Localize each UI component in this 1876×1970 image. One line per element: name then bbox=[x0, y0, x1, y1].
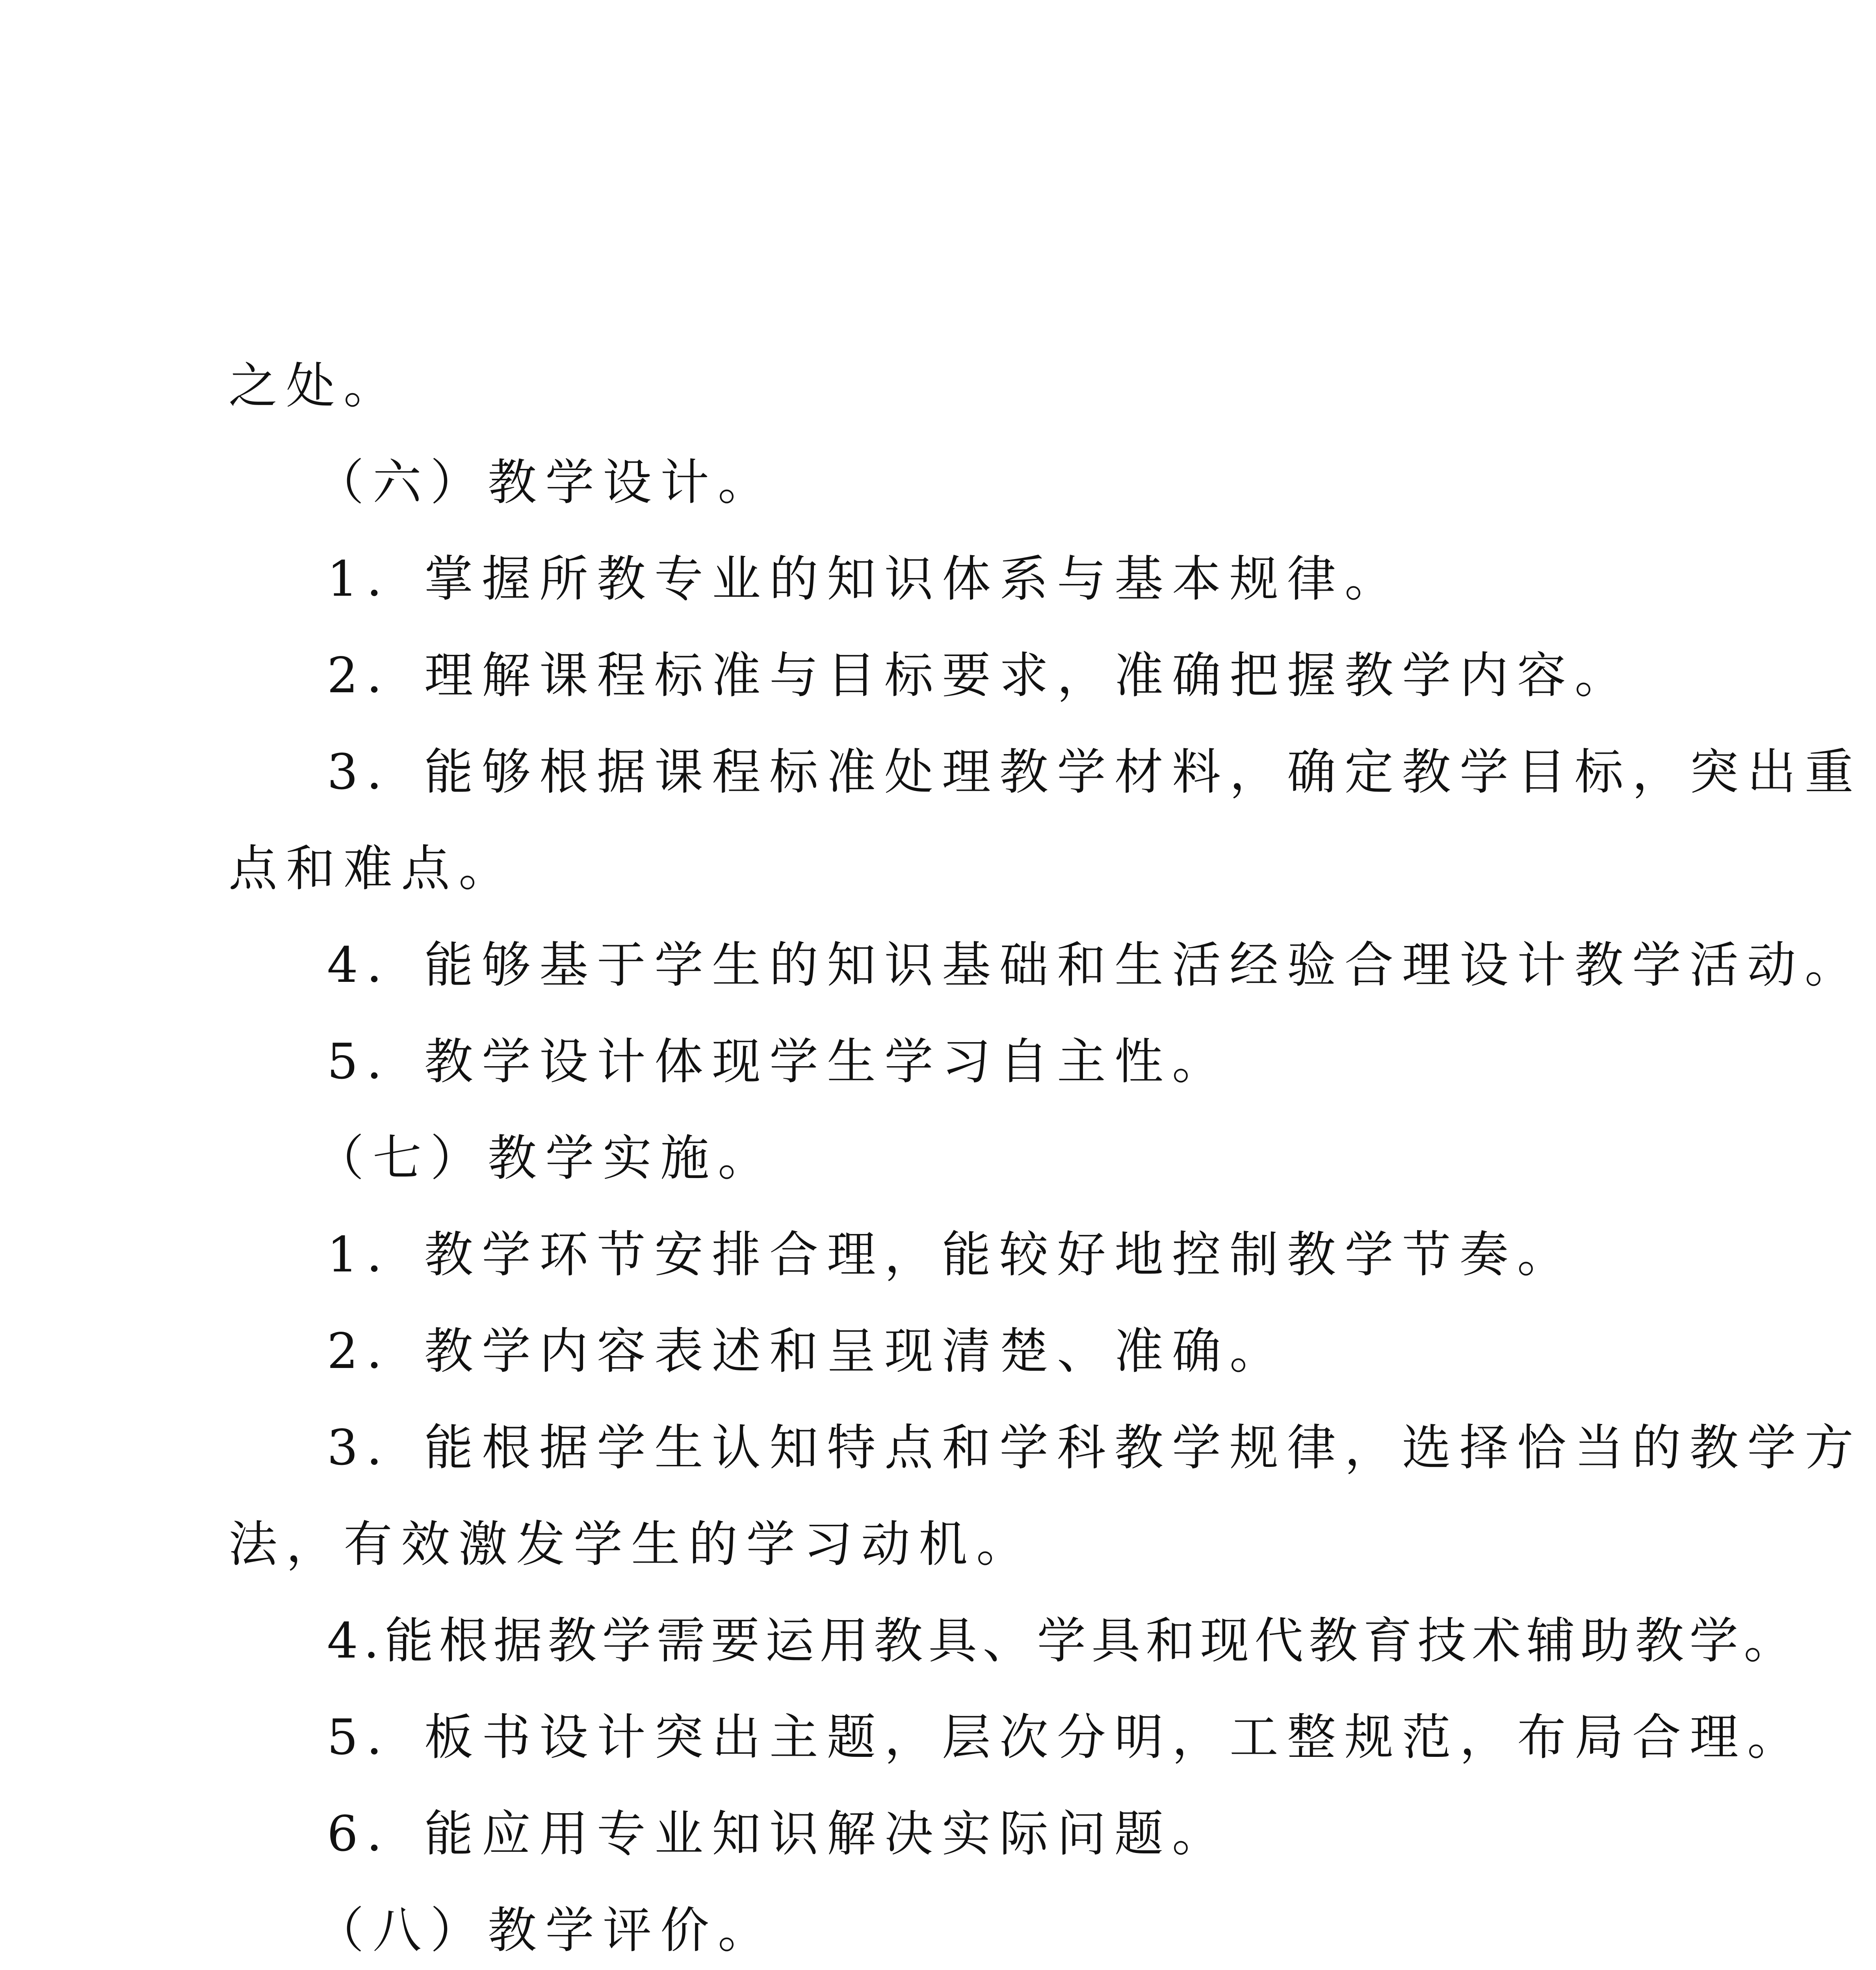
list-item: 5．教学设计体现学生学习自主性。 bbox=[327, 1033, 1230, 1090]
list-item: 4．能够基于学生的知识基础和生活经验合理设计教学活动。 bbox=[327, 937, 1862, 994]
list-item: 2．理解课程标准与目标要求，准确把握教学内容。 bbox=[327, 647, 1632, 704]
list-item: 1．掌握所教专业的知识体系与基本规律。 bbox=[327, 551, 1402, 608]
list-item: 2．教学内容表述和呈现清楚、准确。 bbox=[327, 1323, 1287, 1380]
text-line: 法，有效激发学生的学习动机。 bbox=[228, 1516, 1034, 1573]
text-line: 之处。 bbox=[228, 358, 401, 414]
text-line: 点和难点。 bbox=[228, 840, 516, 897]
list-item: 1．教学环节安排合理，能较好地控制教学节奏。 bbox=[327, 1227, 1575, 1283]
list-item: 4.能根据教学需要运用教具、学具和现代教育技术辅助教学。 bbox=[327, 1613, 1798, 1669]
list-item: 6．能应用专业知识解决实际问题。 bbox=[327, 1806, 1230, 1862]
section-heading-six: （六）教学设计。 bbox=[315, 454, 776, 511]
section-heading-seven: （七）教学实施。 bbox=[315, 1130, 776, 1187]
list-item: 3．能根据学生认知特点和学科教学规律，选择恰当的教学方 bbox=[327, 1420, 1862, 1476]
list-item: 3．能够根据课程标准处理教学材料，确定教学目标，突出重 bbox=[327, 744, 1862, 801]
section-heading-eight: （八）教学评价。 bbox=[315, 1902, 776, 1959]
list-item: 5．板书设计突出主题，层次分明，工整规范，布局合理。 bbox=[327, 1709, 1805, 1766]
